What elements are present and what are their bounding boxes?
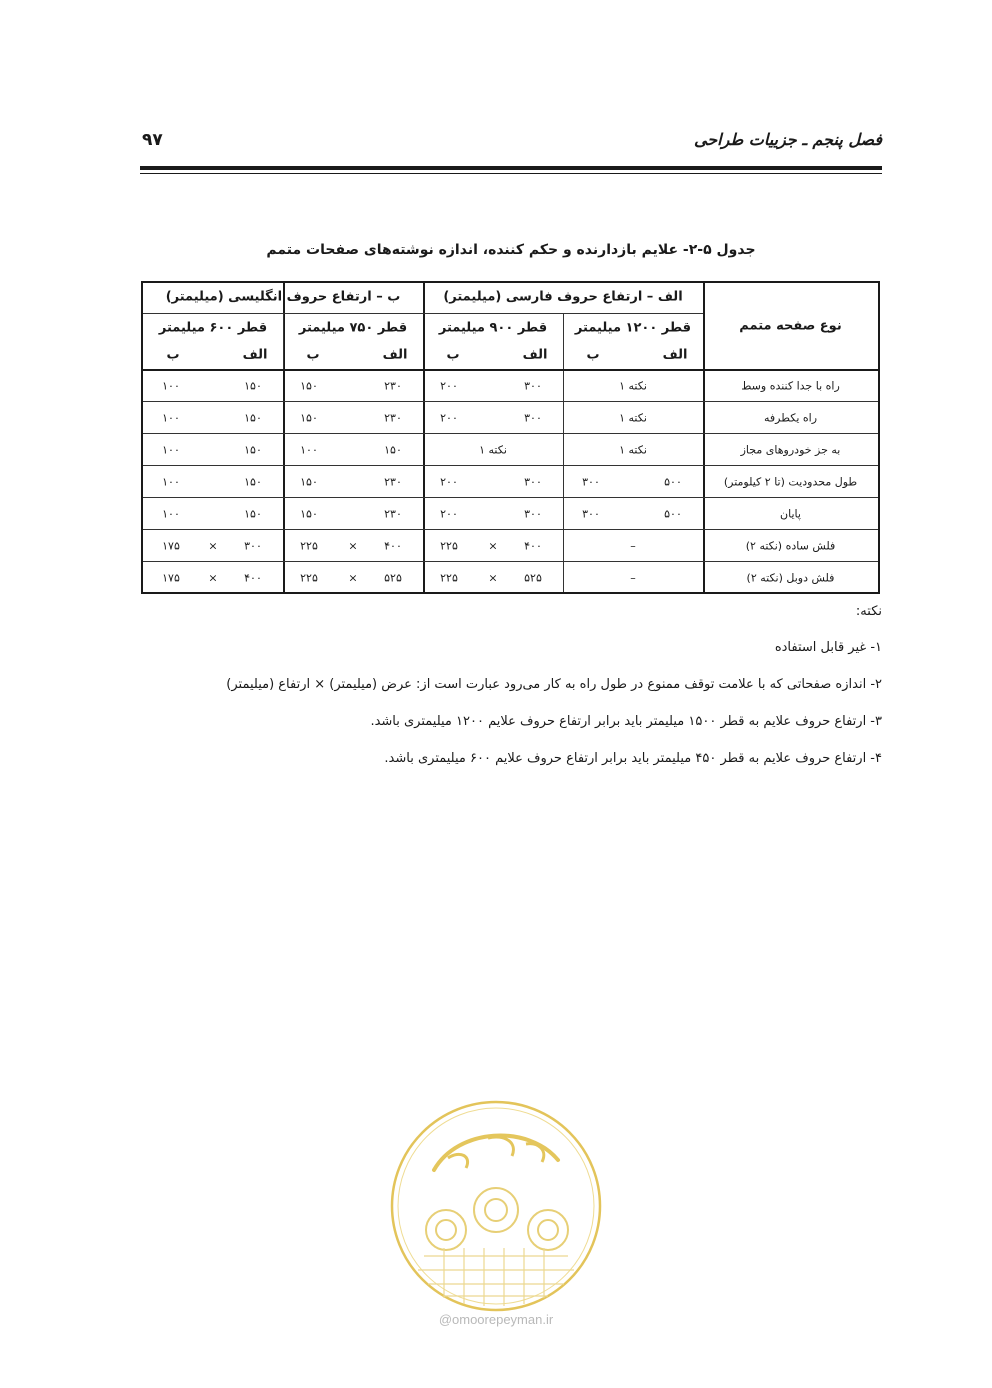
cell-750-be: ۲۲۵	[300, 539, 318, 553]
cell-750-alef: ۲۳۰	[384, 475, 402, 489]
cell-1200: نکته ۱	[619, 443, 647, 457]
row-label: فلش ساده (نکته ۲)	[745, 539, 836, 553]
col-alef-header: الف	[662, 347, 688, 363]
row-label: فلش دوبل (نکته ۲)	[746, 571, 835, 584]
col-alef-header: الف	[522, 347, 548, 363]
row-label: طول محدودیت (تا ۲ کیلومتر)	[723, 475, 858, 489]
cell-750-be: ۲۲۵	[300, 571, 318, 584]
diameter-600-header: قطر ۶۰۰ میلیمتر	[158, 320, 268, 336]
column-divider	[563, 313, 564, 592]
cell-600-alef: ۳۰۰	[244, 539, 262, 553]
note-2: ۲- اندازه صفحاتی که با علامت توقف ممنوع در طول راه به کار می‌رود عبارت است از: عرض (میلیمتر) × ارتفاع (میلیمتر)	[226, 677, 882, 692]
cell-750-be: ۱۵۰	[300, 475, 318, 489]
note-3: ۳- ارتفاع حروف علایم به قطر ۱۵۰۰ میلیمتر باید برابر ارتفاع حروف علایم ۱۲۰۰ میلیمتری باشد.	[370, 714, 882, 729]
col-be-header: ب	[166, 347, 180, 363]
column-divider	[703, 283, 705, 592]
times-sign: ×	[348, 539, 358, 553]
cell-900-be: ۲۰۰	[440, 411, 458, 425]
cell-750-alef: ۲۳۰	[384, 379, 402, 393]
row-divider	[143, 465, 878, 466]
cell-750-be: ۱۵۰	[300, 379, 318, 393]
cell-900-alef: ۳۰۰	[524, 507, 542, 521]
cell-1200-be: ۳۰۰	[582, 475, 600, 489]
cell-600-be: ۱۷۵	[162, 571, 180, 584]
col-be-header: ب	[306, 347, 320, 363]
cell-600-alef: ۴۰۰	[244, 571, 262, 584]
notes-heading: نکته:	[855, 604, 882, 619]
row-divider	[143, 497, 878, 498]
cell-1200: –	[630, 539, 636, 553]
times-sign: ×	[208, 539, 218, 553]
cell-900-be: ۲۲۵	[440, 571, 458, 584]
times-sign: ×	[208, 571, 218, 584]
row-type-header: نوع صفحه متمم	[739, 318, 842, 334]
cell-600-be: ۱۷۵	[162, 539, 180, 553]
diameter-1200-header: قطر ۱۲۰۰ میلیمتر	[574, 320, 692, 336]
cell-900-be: ۲۰۰	[440, 507, 458, 521]
col-alef-header: الف	[242, 347, 268, 363]
cell-600-alef: ۱۵۰	[244, 411, 262, 425]
cell-600-alef: ۱۵۰	[244, 475, 262, 489]
running-head	[140, 126, 882, 162]
persian-letters-group-header: الف – ارتفاع حروف فارسی (میلیمتر)	[443, 289, 683, 305]
cell-600-alef: ۱۵۰	[244, 507, 262, 521]
cell-1200: –	[630, 571, 636, 584]
column-divider	[423, 283, 425, 592]
chapter-title: فصل پنجم ـ جزییات طراحی	[693, 130, 882, 149]
cell-750-alef: ۲۳۰	[384, 411, 402, 425]
times-sign: ×	[348, 571, 358, 584]
column-divider	[283, 313, 284, 369]
cell-900-alef: ۳۰۰	[524, 475, 542, 489]
cell-750-alef: ۴۰۰	[384, 539, 402, 553]
table-caption: جدول ۵-۲- علایم بازدارنده و حکم کننده، اندازه نوشته‌های صفحات متمم	[266, 242, 756, 258]
note-4: ۴- ارتفاع حروف علایم به قطر ۴۵۰ میلیمتر باید برابر ارتفاع حروف علایم ۶۰۰ میلیمتری باشد.	[384, 751, 882, 766]
sign-text-size-table	[141, 281, 880, 594]
cell-600-be: ۱۰۰	[162, 411, 180, 425]
cell-1200-be: ۳۰۰	[582, 507, 600, 521]
site-watermark: @omoorepeyman.ir	[438, 1312, 554, 1327]
times-sign: ×	[488, 539, 498, 553]
note-1: ۱- غیر قابل استفاده	[774, 640, 882, 655]
cell-750-alef: ۵۲۵	[384, 571, 402, 584]
header-bottom-rule	[143, 369, 878, 371]
cell-1200: نکته ۱	[619, 379, 647, 393]
row-divider	[143, 401, 878, 402]
cell-600-be: ۱۰۰	[162, 379, 180, 393]
row-divider	[143, 561, 878, 562]
cell-900-be: ۲۰۰	[440, 475, 458, 489]
cell-900-be: ۲۲۵	[440, 539, 458, 553]
cell-900-alef: ۴۰۰	[524, 539, 542, 553]
times-sign: ×	[488, 571, 498, 584]
cell-900-alef: ۵۲۵	[524, 571, 542, 584]
cell-750-be: ۱۵۰	[300, 411, 318, 425]
header-divider	[143, 313, 703, 314]
cell-600-alef: ۱۵۰	[244, 443, 262, 457]
cell-900-alef: ۳۰۰	[524, 411, 542, 425]
cell-900: نکته ۱	[479, 443, 507, 457]
header-rule-thick	[140, 166, 882, 170]
col-be-header: ب	[446, 347, 460, 363]
cell-750-alef: ۱۵۰	[384, 443, 402, 457]
diameter-900-header: قطر ۹۰۰ میلیمتر	[438, 320, 548, 336]
omoor-peyman-logo	[388, 1098, 604, 1314]
header-rule-thin	[140, 173, 882, 174]
cell-600-alef: ۱۵۰	[244, 379, 262, 393]
cell-750-be: ۱۵۰	[300, 507, 318, 521]
cell-1200-alef: ۵۰۰	[664, 507, 682, 521]
cell-750-be: ۱۰۰	[300, 443, 318, 457]
row-label: به جز خودروهای مجاز	[740, 443, 841, 457]
row-divider	[143, 529, 878, 530]
cell-900-alef: ۳۰۰	[524, 379, 542, 393]
row-label: راه با جدا کننده وسط	[741, 379, 840, 393]
cell-600-be: ۱۰۰	[162, 475, 180, 489]
cell-600-be: ۱۰۰	[162, 443, 180, 457]
cell-900-be: ۲۰۰	[440, 379, 458, 393]
cell-1200: نکته ۱	[619, 411, 647, 425]
cell-1200-alef: ۵۰۰	[664, 475, 682, 489]
row-label: راه یکطرفه	[763, 411, 818, 425]
col-alef-header: الف	[382, 347, 408, 363]
row-divider	[143, 433, 878, 434]
col-be-header: ب	[586, 347, 600, 363]
diameter-750-header: قطر ۷۵۰ میلیمتر	[298, 320, 408, 336]
cell-750-alef: ۲۳۰	[384, 507, 402, 521]
row-label: پایان	[780, 507, 801, 521]
english-letters-group-header: ب – ارتفاع حروف انگلیسی (میلیمتر)	[165, 289, 401, 305]
cell-600-be: ۱۰۰	[162, 507, 180, 521]
page-number: ۹۷	[142, 130, 163, 150]
